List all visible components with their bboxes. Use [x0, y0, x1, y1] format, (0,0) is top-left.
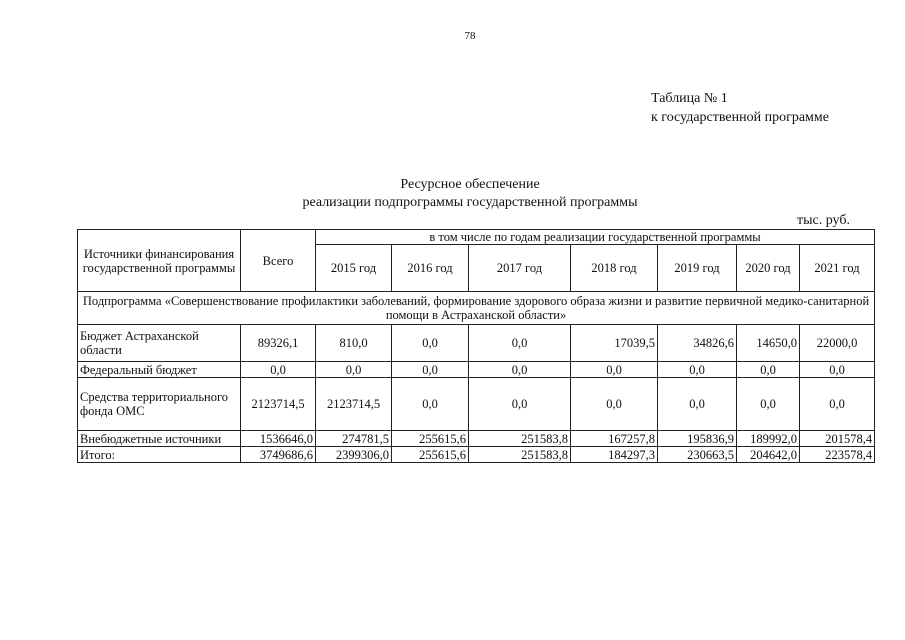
- table-row: [78, 447, 875, 463]
- row-total: 0,0: [241, 362, 316, 378]
- title-line-1: Ресурсное обеспечение: [400, 177, 540, 192]
- row-value: 0,0: [469, 378, 571, 431]
- row-value: 195836,9: [658, 431, 737, 447]
- row-value: 0,0: [392, 325, 469, 362]
- header-by-years: в том числе по годам реализации государственной программы: [316, 230, 875, 245]
- row-value: 0,0: [737, 362, 800, 378]
- row-value: 0,0: [392, 378, 469, 431]
- row-value: 0,0: [800, 362, 875, 378]
- header-year: 2021 год: [800, 245, 875, 292]
- row-value: 251583,8: [469, 431, 571, 447]
- row-value: 0,0: [658, 362, 737, 378]
- table-row: [78, 362, 875, 378]
- row-value: 0,0: [392, 362, 469, 378]
- row-label: Итого:: [78, 447, 241, 463]
- row-value: 255615,6: [392, 431, 469, 447]
- row-value: 2123714,5: [316, 378, 392, 431]
- row-value: 223578,4: [800, 447, 875, 463]
- row-value: 255615,6: [392, 447, 469, 463]
- row-value: 0,0: [737, 378, 800, 431]
- table-row: [78, 431, 875, 447]
- table-caption-program: к государственной программе: [651, 110, 829, 125]
- row-total: 1536646,0: [241, 431, 316, 447]
- row-value: 2399306,0: [316, 447, 392, 463]
- row-value: 14650,0: [737, 325, 800, 362]
- row-value: 17039,5: [571, 325, 658, 362]
- subprogram-title: Подпрограмма «Совершенствование профилактики заболеваний, формирование здорового образа жизни и развитие первичной медико-санитарной помощи в Астраханской области»: [78, 292, 875, 325]
- row-value: 251583,8: [469, 447, 571, 463]
- resource-table: [77, 229, 875, 463]
- header-year: 2015 год: [316, 245, 392, 292]
- row-total: 89326,1: [241, 325, 316, 362]
- header-total: Всего: [241, 230, 316, 292]
- row-value: 0,0: [469, 325, 571, 362]
- header-year: 2017 год: [469, 245, 571, 292]
- title-line-2: реализации подпрограммы государственной программы: [302, 195, 638, 210]
- row-value: 167257,8: [571, 431, 658, 447]
- row-value: 0,0: [658, 378, 737, 431]
- header-year: 2020 год: [737, 245, 800, 292]
- row-value: 0,0: [800, 378, 875, 431]
- row-label: Бюджет Астраханской области: [78, 325, 241, 362]
- row-value: 189992,0: [737, 431, 800, 447]
- table-row: [78, 378, 875, 431]
- row-value: 0,0: [316, 362, 392, 378]
- row-value: 201578,4: [800, 431, 875, 447]
- row-total: 2123714,5: [241, 378, 316, 431]
- header-sources: Источники финансирования государственной программы: [78, 230, 241, 292]
- header-year: 2018 год: [571, 245, 658, 292]
- row-label: Средства территориального фонда ОМС: [78, 378, 241, 431]
- page-number: 78: [464, 30, 476, 42]
- table-caption: [651, 89, 829, 127]
- table-row: [78, 325, 875, 362]
- row-value: 0,0: [469, 362, 571, 378]
- row-value: 230663,5: [658, 447, 737, 463]
- unit-label: тыс. руб.: [797, 213, 850, 228]
- row-value: 34826,6: [658, 325, 737, 362]
- header-year: 2016 год: [392, 245, 469, 292]
- row-label: Внебюджетные источники: [78, 431, 241, 447]
- row-value: 0,0: [571, 362, 658, 378]
- row-value: 184297,3: [571, 447, 658, 463]
- row-label: Федеральный бюджет: [78, 362, 241, 378]
- subprogram-row: [78, 292, 875, 325]
- header-year: 2019 год: [658, 245, 737, 292]
- row-value: 0,0: [571, 378, 658, 431]
- document-title: [0, 176, 905, 212]
- row-value: 810,0: [316, 325, 392, 362]
- table-caption-number: Таблица № 1: [651, 91, 728, 106]
- row-value: 22000,0: [800, 325, 875, 362]
- header-row-top: [78, 230, 875, 245]
- row-total: 3749686,6: [241, 447, 316, 463]
- row-value: 274781,5: [316, 431, 392, 447]
- row-value: 204642,0: [737, 447, 800, 463]
